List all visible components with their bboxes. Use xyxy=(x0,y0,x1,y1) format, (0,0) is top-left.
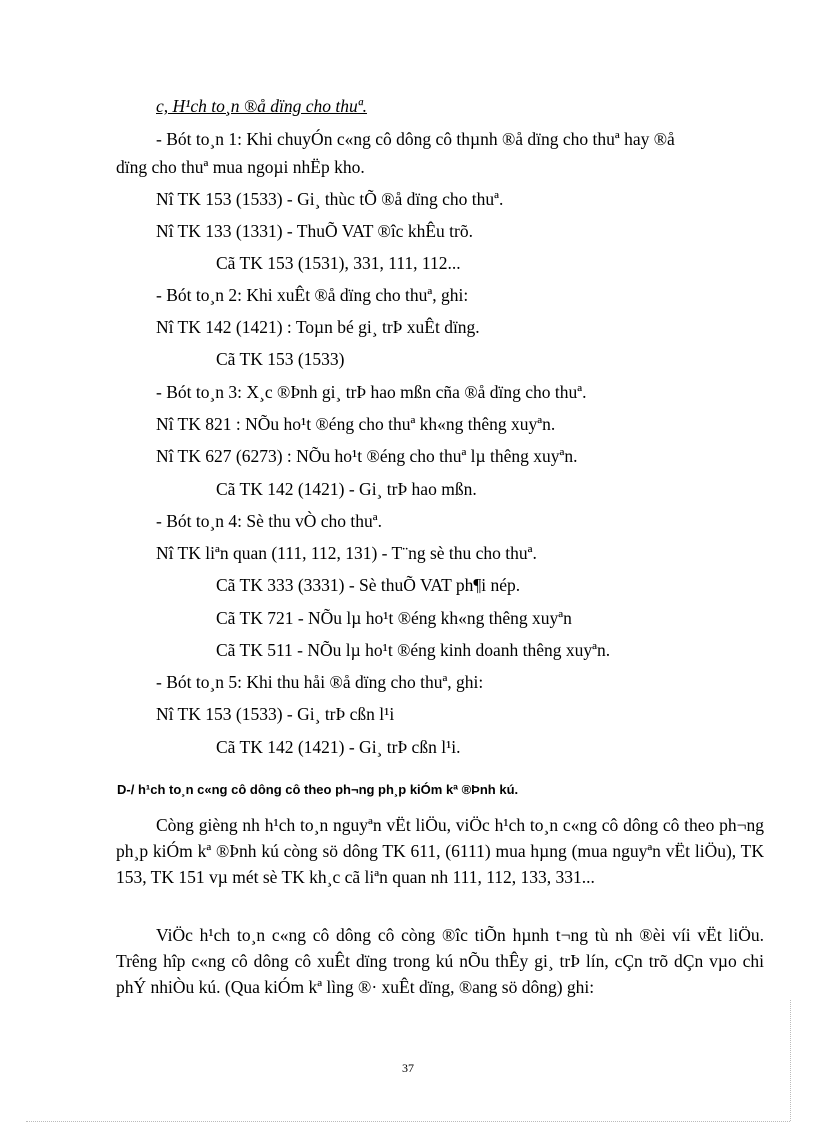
text-line: - Bót to¸n 1: Khi chuyÓn c«ng cô dông cô thµnh ®å dïng cho thuª hay ®å xyxy=(156,129,675,149)
subheading: D-/ h¹ch to¸n c«ng cô dông cô theo ph¬ng ph¸p kiÓm kª ®Þnh kú. xyxy=(117,782,519,797)
text-line: Cã TK 153 (1533) xyxy=(216,349,345,369)
text-line: Nî TK 627 (6273) : NÕu ho¹t ®éng cho thuª lµ thêng xuyªn. xyxy=(156,446,578,466)
text-line: Nî TK 153 (1533) - Gi¸ thùc tÕ ®å dïng cho thuª. xyxy=(156,189,504,209)
text-line: Nî TK 821 : NÕu ho¹t ®éng cho thuª kh«ng thêng xuyªn. xyxy=(156,414,556,434)
text-line: Nî TK 153 (1533) - Gi¸ trÞ cßn l¹i xyxy=(156,704,395,724)
text-line: Cã TK 153 (1531), 331, 111, 112... xyxy=(216,253,461,273)
text-line: - Bót to¸n 3: X¸c ®Þnh gi¸ trÞ hao mßn cña ®å dïng cho thuª. xyxy=(156,382,587,402)
page-number: 37 xyxy=(402,1061,414,1075)
paragraph xyxy=(116,812,764,890)
text-line: Cã TK 142 (1421) - Gi¸ trÞ hao mßn. xyxy=(216,479,477,499)
section-title: c, H¹ch to¸n ®å dïng cho thuª. xyxy=(156,96,367,116)
paragraph-text: Còng gièng nh h¹ch to¸n nguyªn vËt liÖu, viÖc h¹ch to¸n c«ng cô dông cô theo ph¬ng ph¸p kiÓm kª ®Þnh kú còng sö dông TK 611, (6111) mua hµng (mua nguyªn vËt liÖu), TK 153, TK 151 vµ mét sè TK kh¸c cã liªn quan nh 111, 112, 133, 331... xyxy=(116,815,764,887)
text-line: - Bót to¸n 4: Sè thu vÒ cho thuª. xyxy=(156,511,382,531)
text-line: Nî TK 142 (1421) : Toµn bé gi¸ trÞ xuÊt dïng. xyxy=(156,317,480,337)
text-line: Nî TK 133 (1331) - ThuÕ VAT ®îc khÊu trõ. xyxy=(156,221,473,241)
paragraph xyxy=(116,922,764,1000)
text-line: Cã TK 142 (1421) - Gi¸ trÞ cßn l¹i. xyxy=(216,737,461,757)
text-line: Cã TK 511 - NÕu lµ ho¹t ®éng kinh doanh thêng xuyªn. xyxy=(216,640,611,660)
text-line: - Bót to¸n 5: Khi thu håi ®å dïng cho thuª, ghi: xyxy=(156,672,484,692)
text-line: - Bót to¸n 2: Khi xuÊt ®å dïng cho thuª, ghi: xyxy=(156,285,469,305)
paragraph-text: ViÖc h¹ch to¸n c«ng cô dông cô còng ®îc tiÕn hµnh t¬ng tù nh ®èi víi vËt liÖu. Trêng hîp c«ng cô dông cô xuÊt dïng trong kú nÕu thÊy gi¸ trÞ lín, cÇn trõ dÇn vµo chi phÝ nhiÒu kú. (Qua kiÓm kª lìng ®· xuÊt dïng, ®ang sö dông) ghi: xyxy=(116,925,764,997)
page-border-right xyxy=(790,1000,791,1121)
text-line: Cã TK 721 - NÕu lµ ho¹t ®éng kh«ng thêng xuyªn xyxy=(216,608,572,628)
text-line: dïng cho thuª mua ngoµi nhËp kho. xyxy=(116,157,365,177)
text-line: Nî TK liªn quan (111, 112, 131) - T¨ng sè thu cho thuª. xyxy=(156,543,537,563)
page-border-bottom xyxy=(26,1121,790,1122)
text-line: Cã TK 333 (3331) - Sè thuÕ VAT ph¶i nép. xyxy=(216,575,521,595)
